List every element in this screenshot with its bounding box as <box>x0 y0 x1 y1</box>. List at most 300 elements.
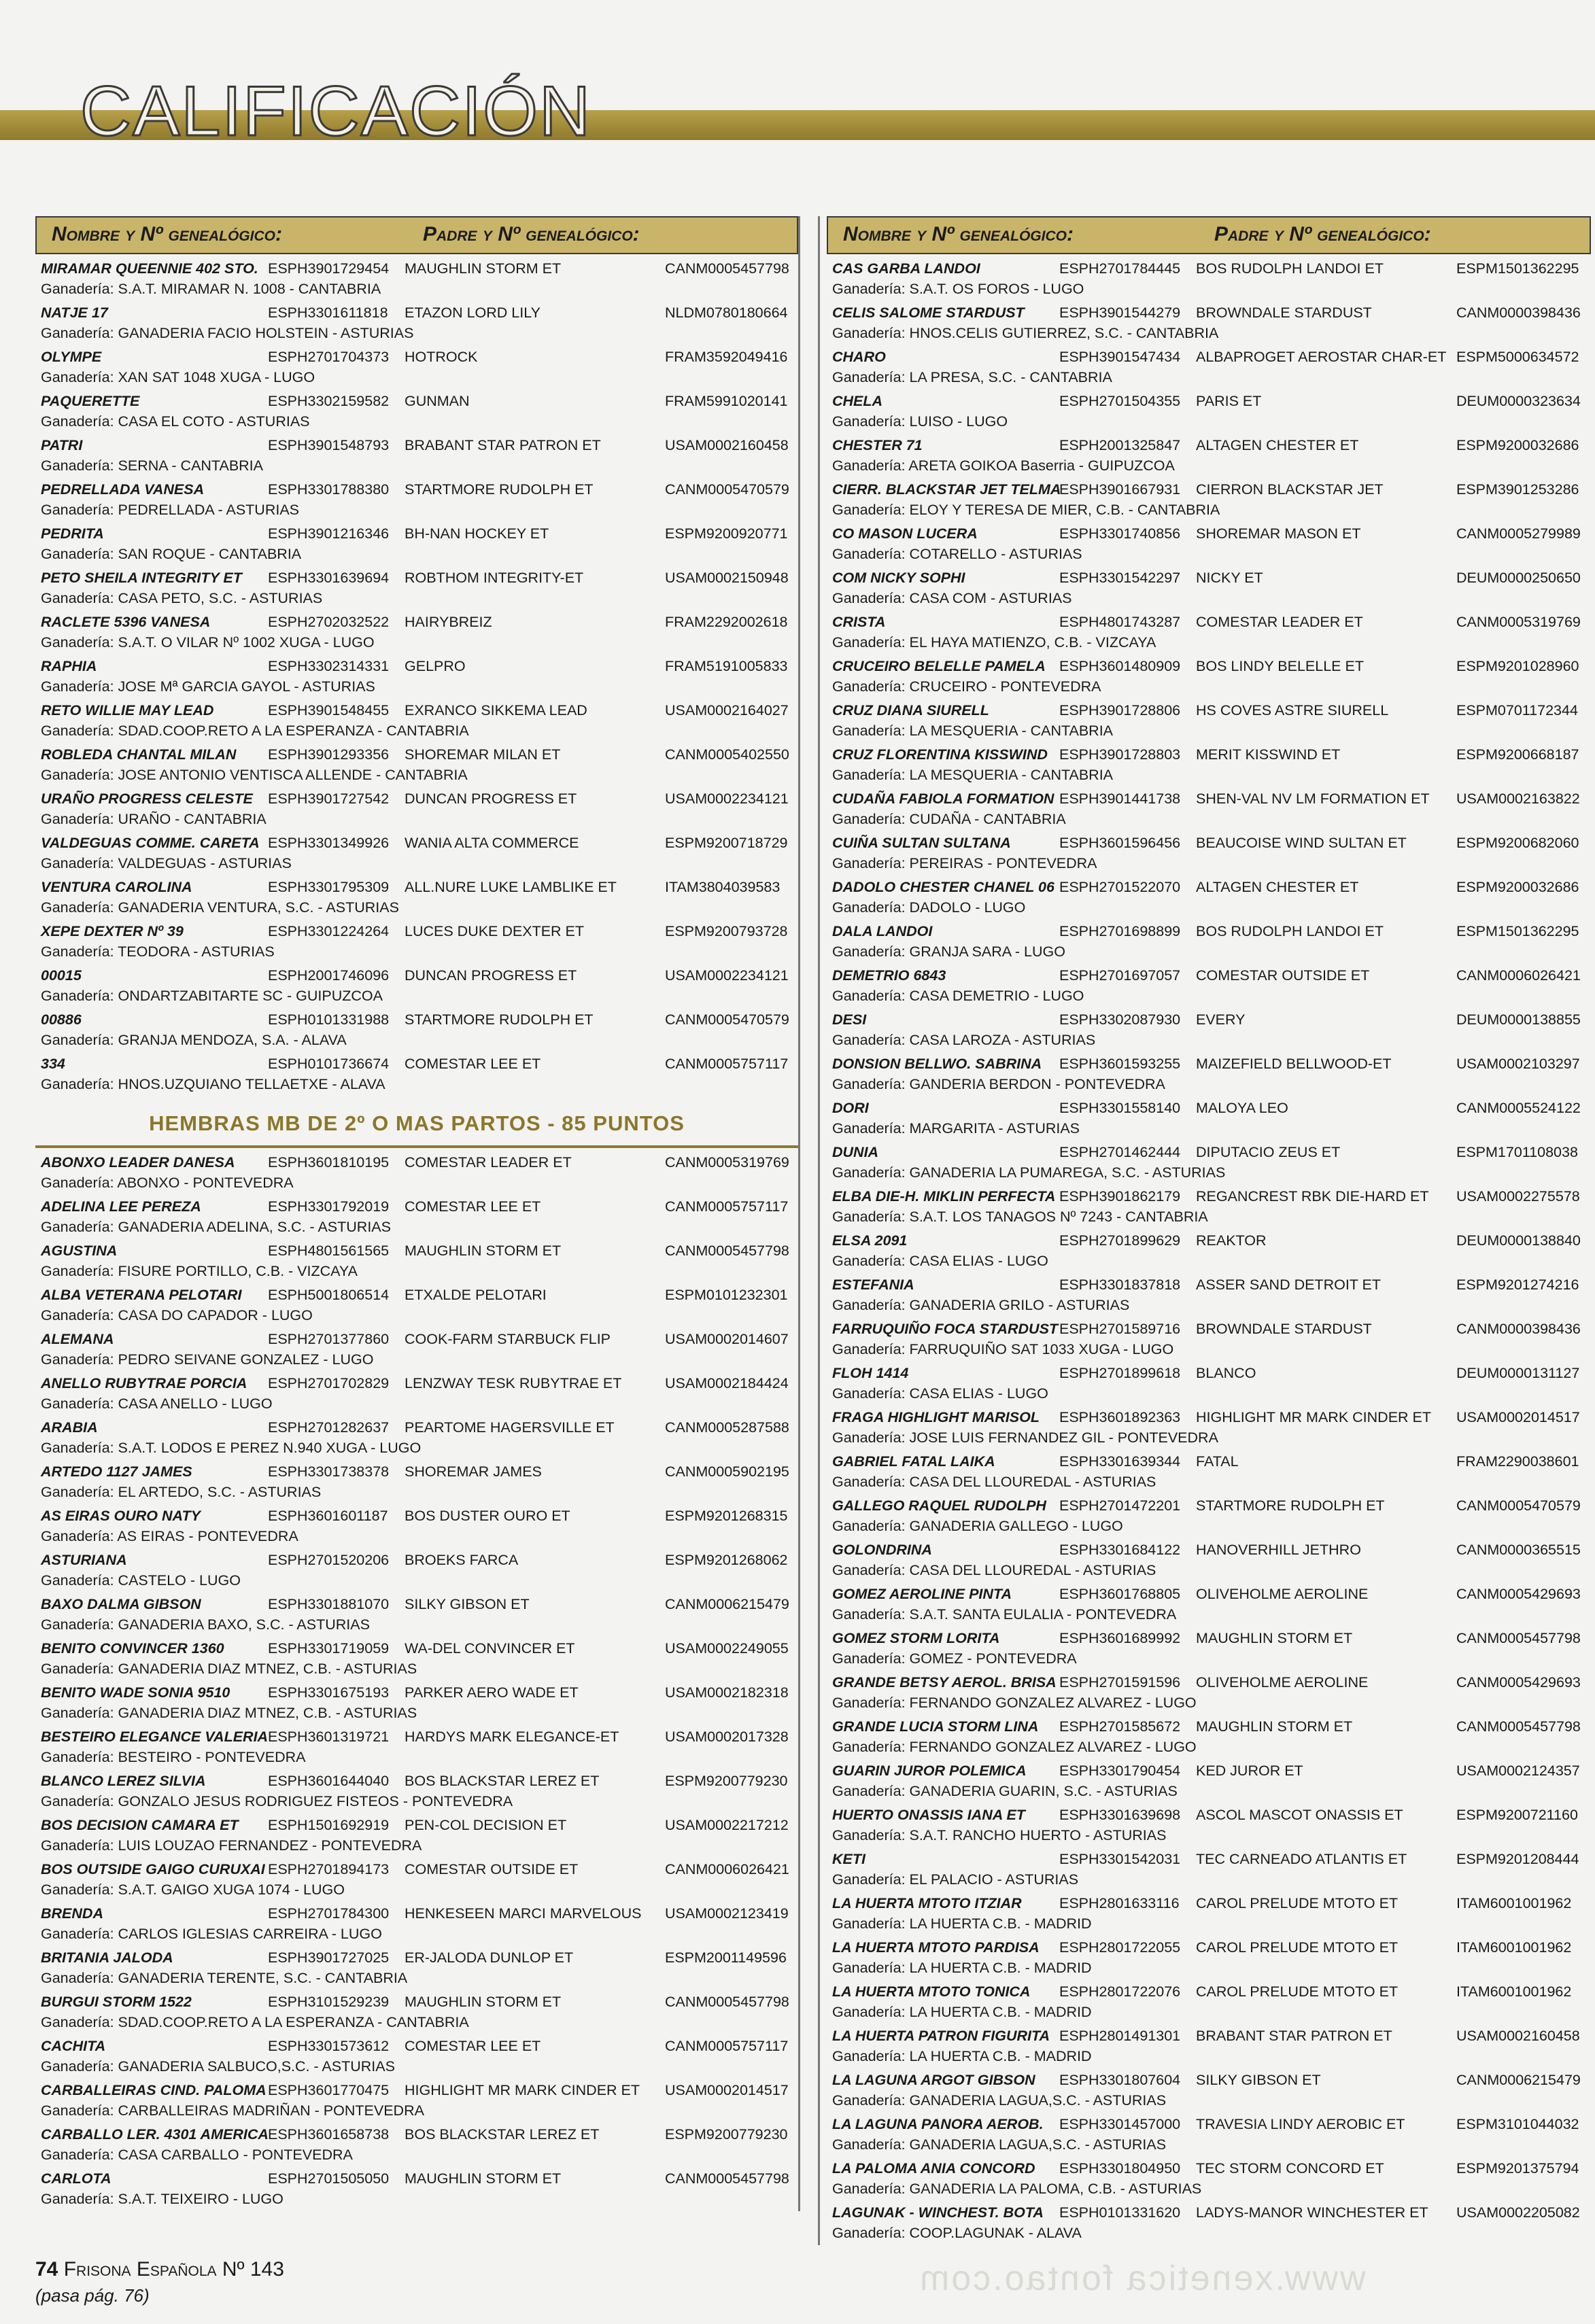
animal-reg-number: ESPH3301738378 <box>268 1463 390 1480</box>
animal-name: 00015 <box>41 967 82 984</box>
animal-entry <box>827 2157 1591 2201</box>
animal-entry <box>827 566 1591 610</box>
sire-code: ESPM9200920771 <box>665 525 788 542</box>
animal-reg-number: ESPH3901293356 <box>268 746 390 763</box>
ganaderia-line: Ganadería: FERNANDO GONZALEZ ALVAREZ - LUGO <box>832 1739 1197 1755</box>
sire-name: HANOVERHILL JETHRO <box>1196 1542 1361 1558</box>
sire-name: REAKTOR <box>1196 1232 1267 1249</box>
ganaderia-line: Ganadería: GRANJA SARA - LUGO <box>832 943 1065 960</box>
animal-entry <box>35 1195 798 1239</box>
sire-code: ESPM9200718729 <box>665 835 788 851</box>
ganaderia-line: Ganadería: CASA ELIAS - LUGO <box>832 1385 1048 1402</box>
sire-code: ESPM9200793728 <box>665 923 788 939</box>
animal-entry <box>35 920 798 964</box>
animal-entry <box>35 1681 798 1725</box>
animal-reg-number: ESPH3301639694 <box>268 570 390 586</box>
animal-name: CAS GARBA LANDOI <box>832 260 980 277</box>
sire-name: SILKY GIBSON ET <box>1196 2072 1321 2088</box>
sire-name: LENZWAY TESK RUBYTRAE ET <box>405 1375 622 1391</box>
sire-code: USAM0002014607 <box>665 1331 789 1347</box>
animal-entry <box>827 257 1591 301</box>
sire-name: ALBAPROGET AEROSTAR CHAR-ET <box>1196 349 1447 365</box>
ganaderia-line: Ganadería: EL PALACIO - ASTURIAS <box>832 1871 1079 1888</box>
animal-name: DONSION BELLWO. SABRINA <box>832 1056 1042 1072</box>
animal-name: GALLEGO RAQUEL RUDOLPH <box>832 1497 1046 1514</box>
animal-name: FRAGA HIGHLIGHT MARISOL <box>832 1409 1040 1425</box>
sire-code: USAM0002205082 <box>1456 2204 1580 2221</box>
sire-code: ESPM9200682060 <box>1456 835 1579 851</box>
sire-code: ESPM9201274216 <box>1456 1277 1579 1293</box>
sire-code: ESPM9201208444 <box>1456 1851 1579 1867</box>
ganaderia-line: Ganadería: CASTELO - LUGO <box>41 1572 241 1589</box>
sire-name: BROWNDALE STARDUST <box>1196 305 1372 321</box>
animal-reg-number: ESPH2701698899 <box>1059 923 1181 939</box>
ganaderia-line: Ganadería: ONDARTZABITARTE SC - GUIPUZCOA <box>41 988 383 1004</box>
sire-name: TRAVESIA LINDY AEROBIC ET <box>1196 2116 1405 2132</box>
sire-code: USAM0002014517 <box>665 2082 789 2098</box>
animal-entry <box>827 875 1591 920</box>
sire-code: ESPM9200779230 <box>665 2126 788 2143</box>
animal-reg-number: ESPH2701697057 <box>1059 967 1181 984</box>
animal-entry <box>35 610 798 655</box>
animal-name: FARRUQUIÑO FOCA STARDUST <box>832 1321 1059 1337</box>
sire-code: ESPM1701108038 <box>1456 1144 1578 1160</box>
sire-name: TEC CARNEADO ATLANTIS ET <box>1196 1851 1407 1867</box>
animal-name: GOMEZ AEROLINE PINTA <box>832 1586 1012 1602</box>
sire-code: ESPM1501362295 <box>1456 923 1579 939</box>
sire-code: ESPM2001149596 <box>665 1949 787 1966</box>
animal-name: BLANCO LEREZ SILVIA <box>41 1773 206 1789</box>
animal-reg-number: ESPH3301349926 <box>268 835 390 851</box>
animal-reg-number: ESPH3301611818 <box>268 305 388 321</box>
animal-name: PATRI <box>41 437 83 453</box>
sire-code: USAM0002234121 <box>665 791 789 807</box>
ganaderia-line: Ganadería: LA HUERTA C.B. - MADRID <box>832 1915 1092 1932</box>
animal-entry <box>827 1980 1591 2024</box>
ganaderia-line: Ganadería: S.A.T. GAIGO XUGA 1074 - LUGO <box>41 1881 345 1898</box>
sire-code: CANM0005402550 <box>665 746 789 763</box>
animal-reg-number: ESPH3601644040 <box>268 1773 390 1789</box>
ganaderia-line: Ganadería: FARRUQUIÑO SAT 1033 XUGA - LUGO <box>832 1341 1174 1357</box>
sire-name: SILKY GIBSON ET <box>405 1596 530 1612</box>
sire-name: KED JUROR ET <box>1196 1763 1303 1779</box>
animal-name: BENITO WADE SONIA 9510 <box>41 1684 230 1701</box>
ganaderia-line: Ganadería: GANADERIA TERENTE, S.C. - CANTABRIA <box>41 1970 408 1986</box>
ganaderia-line: Ganadería: CASA ANELLO - LUGO <box>41 1395 273 1412</box>
animal-reg-number: ESPH2801722055 <box>1059 1939 1181 1956</box>
animal-entry <box>35 875 798 920</box>
sire-code: USAM0002160458 <box>1456 2028 1580 2044</box>
sire-code: CANM0005457798 <box>665 1994 789 2010</box>
animal-reg-number: ESPH4801561565 <box>268 1243 390 1259</box>
ganaderia-line: Ganadería: GANADERIA ADELINA, S.C. - ASTURIAS <box>41 1219 391 1235</box>
sire-code: ITAM6001001962 <box>1456 1983 1572 2000</box>
header-sire-label: Padre y Nº genealógico: <box>423 223 640 245</box>
ganaderia-line: Ganadería: PEDRELLADA - ASTURIAS <box>41 502 299 518</box>
animal-name: GRANDE BETSY AEROL. BRISA <box>832 1674 1057 1690</box>
sire-code: ESPM9201268062 <box>665 1552 788 1568</box>
animal-entry <box>35 1769 798 1814</box>
animal-name: DORI <box>832 1100 869 1116</box>
animal-name: LA LAGUNA ARGOT GIBSON <box>832 2072 1035 2088</box>
ganaderia-line: Ganadería: SDAD.COOP.RETO A LA ESPERANZA - CANTABRIA <box>41 723 469 739</box>
sire-code: CANM0005279989 <box>1456 525 1581 542</box>
sire-name: GELPRO <box>405 658 466 674</box>
sire-code: CANM0005757117 <box>665 1056 789 1072</box>
sire-code: CANM0005457798 <box>665 1243 789 1259</box>
sire-code: USAM0002103297 <box>1456 1056 1580 1072</box>
animal-entry <box>827 1848 1591 1892</box>
sire-code: USAM0002234121 <box>665 967 789 984</box>
ganaderia-line: Ganadería: DADOLO - LUGO <box>832 899 1026 916</box>
ganaderia-line: Ganadería: GANADERIA BAXO, S.C. - ASTURIAS <box>41 1616 370 1633</box>
animal-reg-number: ESPH3301639698 <box>1059 1807 1181 1823</box>
ganaderia-line: Ganadería: BESTEIRO - PONTEVEDRA <box>41 1749 306 1765</box>
sire-code: ESPM0101232301 <box>665 1287 788 1303</box>
ganaderia-line: Ganadería: HNOS.CELIS GUTIERREZ, S.C. - CANTABRIA <box>832 325 1219 341</box>
animal-name: HUERTO ONASSIS IANA ET <box>832 1807 1025 1823</box>
right-entries-list <box>827 257 1591 2245</box>
animal-name: BAXO DALMA GIBSON <box>41 1596 201 1612</box>
sire-code: CANM0000365515 <box>1456 1542 1581 1558</box>
left-column-header <box>35 216 798 254</box>
animal-reg-number: ESPH3601689992 <box>1059 1630 1181 1646</box>
sire-name: COMESTAR LEADER ET <box>1196 614 1363 630</box>
ganaderia-line: Ganadería: GANDERIA BERDON - PONTEVEDRA <box>832 1076 1165 1092</box>
animal-name: CO MASON LUCERA <box>832 525 978 542</box>
sire-code: CANM0005470579 <box>1456 1497 1581 1514</box>
sire-name: MAUGHLIN STORM ET <box>405 1243 562 1259</box>
sire-name: BEAUCOISE WIND SULTAN ET <box>1196 835 1407 851</box>
animal-name: BESTEIRO ELEGANCE VALERIA <box>41 1729 269 1745</box>
animal-entry <box>35 1328 798 1372</box>
sire-name: SHEN-VAL NV LM FORMATION ET <box>1196 791 1430 807</box>
sire-name: ALTAGEN CHESTER ET <box>1196 437 1359 453</box>
animal-reg-number: ESPH3601593255 <box>1059 1056 1181 1072</box>
animal-entry <box>35 1460 798 1504</box>
animal-entry <box>827 522 1591 566</box>
sire-code: CANM0005457798 <box>665 2170 789 2187</box>
animal-entry <box>35 1593 798 1637</box>
ganaderia-line: Ganadería: GANADERIA DIAZ MTNEZ, C.B. - ASTURIAS <box>41 1705 417 1721</box>
ganaderia-line: Ganadería: S.A.T. TEIXEIRO - LUGO <box>41 2191 284 2207</box>
ganaderia-line: Ganadería: FISURE PORTILLO, C.B. - VIZCAYA <box>41 1263 358 1279</box>
animal-name: CHELA <box>832 393 883 409</box>
animal-name: XEPE DEXTER Nº 39 <box>41 923 184 939</box>
animal-reg-number: ESPH2701504355 <box>1059 393 1181 409</box>
animal-reg-number: ESPH2801633116 <box>1059 1895 1180 1911</box>
sire-name: BROWNDALE STARDUST <box>1196 1321 1372 1337</box>
animal-reg-number: ESPH3601768805 <box>1059 1586 1181 1602</box>
animal-entry <box>827 831 1591 875</box>
sire-code: DEUM0000323634 <box>1456 393 1581 409</box>
animal-reg-number: ESPH3301542297 <box>1059 570 1181 586</box>
animal-name: VALDEGUAS COMME. CARETA <box>41 835 260 851</box>
sire-name: MAUGHLIN STORM ET <box>1196 1718 1353 1735</box>
animal-entry <box>35 257 798 301</box>
animal-reg-number: ESPH3601319721 <box>268 1729 390 1745</box>
animal-entry <box>35 1858 798 1902</box>
animal-name: GOMEZ STORM LORITA <box>832 1630 1000 1646</box>
animal-name: CHARO <box>832 349 886 365</box>
animal-entry <box>827 389 1591 434</box>
animal-entry <box>827 1936 1591 1980</box>
animal-entry <box>35 787 798 831</box>
animal-name: ARABIA <box>41 1419 98 1436</box>
animal-reg-number: ESPH2701784445 <box>1059 260 1181 277</box>
animal-entry <box>35 1283 798 1328</box>
sire-code: CANM0005319769 <box>665 1154 789 1170</box>
sire-code: USAM0002123419 <box>665 1905 789 1922</box>
animal-entry <box>827 1715 1591 1759</box>
sire-name: BLANCO <box>1196 1365 1256 1381</box>
animal-reg-number: ESPH0101331620 <box>1059 2204 1181 2221</box>
animal-name: KETI <box>832 1851 865 1867</box>
ganaderia-line: Ganadería: ARETA GOIKOA Baserria - GUIPUZCOA <box>832 457 1175 474</box>
animal-name: BOS OUTSIDE GAIGO CURUXAI <box>41 1861 265 1877</box>
animal-entry <box>35 301 798 345</box>
ganaderia-line: Ganadería: GONZALO JESUS RODRIGUEZ FISTEOS - PONTEVEDRA <box>41 1793 513 1809</box>
sire-code: NLDM0780180664 <box>665 305 788 321</box>
sire-name: COMESTAR LEE ET <box>405 2038 541 2054</box>
animal-name: GRANDE LUCIA STORM LINA <box>832 1718 1039 1735</box>
ganaderia-line: Ganadería: GANADERIA LAGUA,S.C. - ASTURIAS <box>832 2092 1167 2109</box>
sire-name: STARTMORE RUDOLPH ET <box>405 1011 594 1028</box>
animal-entry <box>35 2123 798 2167</box>
sire-code: FRAM5191005833 <box>665 658 788 674</box>
animal-name: LA HUERTA MTOTO ITZIAR <box>832 1895 1022 1911</box>
animal-name: ARTEDO 1127 JAMES <box>41 1463 192 1480</box>
ganaderia-line: Ganadería: VALDEGUAS - ASTURIAS <box>41 855 292 871</box>
sire-code: ESPM9200668187 <box>1456 746 1579 763</box>
sire-name: BOS BLACKSTAR LEREZ ET <box>405 2126 600 2143</box>
animal-entry <box>35 699 798 743</box>
sire-code: USAM0002249055 <box>665 1640 789 1657</box>
animal-reg-number: ESPH3302087930 <box>1059 1011 1181 1028</box>
ganaderia-line: Ganadería: CUDAÑA - CANTABRIA <box>832 811 1066 827</box>
animal-name: RACLETE 5396 VANESA <box>41 614 211 630</box>
ganaderia-line: Ganadería: ELOY Y TERESA DE MIER, C.B. - CANTABRIA <box>832 502 1220 518</box>
animal-name: BURGUI STORM 1522 <box>41 1994 192 2010</box>
animal-name: PEDRELLADA VANESA <box>41 481 205 498</box>
left-entries-list-2 <box>35 1151 798 2211</box>
animal-reg-number: ESPH3601810195 <box>268 1154 390 1170</box>
sire-code: USAM0002164027 <box>665 702 789 718</box>
sire-code: CANM0006026421 <box>1456 967 1581 984</box>
ganaderia-line: Ganadería: JOSE LUIS FERNANDEZ GIL - PONTEVEDRA <box>832 1429 1218 1446</box>
ganaderia-line: Ganadería: S.A.T. O VILAR Nº 1002 XUGA - LUGO <box>41 634 375 651</box>
sire-code: ESPM9201375794 <box>1456 2160 1579 2176</box>
ganaderia-line: Ganadería: LA MESQUERIA - CANTABRIA <box>832 767 1114 783</box>
sire-code: FRAM2292002618 <box>665 614 788 630</box>
animal-reg-number: ESPH2701899629 <box>1059 1232 1181 1249</box>
animal-reg-number: ESPH3901441738 <box>1059 791 1181 807</box>
animal-name: VENTURA CAROLINA <box>41 879 192 895</box>
animal-reg-number: ESPH3302314331 <box>268 658 390 674</box>
sire-name: HARDYS MARK ELEGANCE-ET <box>405 1729 619 1745</box>
sire-name: EVERY <box>1196 1011 1246 1028</box>
animal-reg-number: ESPH5001806514 <box>268 1287 390 1303</box>
ganaderia-line: Ganadería: S.A.T. OS FOROS - LUGO <box>832 281 1084 297</box>
sire-name: HAIRYBREIZ <box>405 614 492 630</box>
animal-name: CACHITA <box>41 2038 106 2054</box>
sire-name: NICKY ET <box>1196 570 1263 586</box>
sire-name: LADYS-MANOR WINCHESTER ET <box>1196 2204 1428 2221</box>
sire-name: BH-NAN HOCKEY ET <box>405 525 549 542</box>
animal-reg-number: ESPH2701704373 <box>268 349 390 365</box>
sire-code: CANM0005457798 <box>1456 1718 1581 1735</box>
section-title <box>35 1102 798 1148</box>
sire-code: ESPM9201028960 <box>1456 658 1579 674</box>
sire-name: ETAZON LORD LILY <box>405 305 541 321</box>
ganaderia-line: Ganadería: S.A.T. RANCHO HUERTO - ASTURIAS <box>832 1827 1167 1843</box>
animal-name: CUIÑA SULTAN SULTANA <box>832 835 1011 851</box>
watermark-url: www.xenetica fontao.com <box>918 2259 1366 2298</box>
animal-reg-number: ESPH3901544279 <box>1059 305 1181 321</box>
ganaderia-line: Ganadería: CASA EL COTO - ASTURIAS <box>41 413 310 430</box>
animal-reg-number: ESPH3601658738 <box>268 2126 390 2143</box>
sire-code: CANM0005429693 <box>1456 1586 1581 1602</box>
animal-reg-number: ESPH1501692919 <box>268 1817 390 1833</box>
sire-name: PARIS ET <box>1196 393 1262 409</box>
animal-entry <box>827 434 1591 478</box>
animal-reg-number: ESPH3301790454 <box>1059 1763 1181 1779</box>
animal-reg-number: ESPH3301457000 <box>1059 2116 1181 2132</box>
sire-name: WANIA ALTA COMMERCE <box>405 835 579 851</box>
sire-name: OLIVEHOLME AEROLINE <box>1196 1674 1369 1690</box>
animal-entry <box>827 345 1591 389</box>
ganaderia-line: Ganadería: CARBALLEIRAS MADRIÑAN - PONTEVEDRA <box>41 2102 424 2119</box>
sire-name: HIGHLIGHT MR MARK CINDER ET <box>1196 1409 1432 1425</box>
sire-name: SHOREMAR MILAN ET <box>405 746 561 763</box>
animal-reg-number: ESPH3301639344 <box>1059 1453 1181 1470</box>
animal-reg-number: ESPH3301684122 <box>1059 1542 1181 1558</box>
animal-name: ELSA 2091 <box>832 1232 908 1249</box>
magazine-name: Frisona Española Nº 143 <box>63 2258 284 2280</box>
animal-name: AS EIRAS OURO NATY <box>41 1508 201 1524</box>
animal-reg-number: ESPH3301542031 <box>1059 1851 1181 1867</box>
animal-reg-number: ESPH3601892363 <box>1059 1409 1181 1425</box>
animal-entry <box>35 655 798 699</box>
animal-name: NATJE 17 <box>41 305 108 321</box>
animal-name: CIERR. BLACKSTAR JET TELMA <box>832 481 1061 498</box>
sire-name: DUNCAN PROGRESS ET <box>405 967 577 984</box>
sire-code: CANM0005457798 <box>665 260 789 277</box>
ganaderia-line: Ganadería: CARLOS IGLESIAS CARREIRA - LUGO <box>41 1926 382 1942</box>
sire-name: TEC STORM CONCORD ET <box>1196 2160 1384 2176</box>
sire-name: MALOYA LEO <box>1196 1100 1288 1116</box>
sire-name: COMESTAR LEE ET <box>405 1198 541 1215</box>
sire-name: ROBTHOM INTEGRITY-ET <box>405 570 584 586</box>
animal-reg-number: ESPH2001746096 <box>268 967 390 984</box>
ganaderia-line: Ganadería: SERNA - CANTABRIA <box>41 457 263 474</box>
sire-name: PEARTOME HAGERSVILLE ET <box>405 1419 615 1436</box>
animal-reg-number: ESPH3301792019 <box>268 1198 390 1215</box>
ganaderia-line: Ganadería: CRUCEIRO - PONTEVEDRA <box>832 678 1101 695</box>
animal-name: CARLOTA <box>41 2170 112 2187</box>
animal-reg-number: ESPH3901547434 <box>1059 349 1181 365</box>
sire-name: ALTAGEN CHESTER ET <box>1196 879 1359 895</box>
animal-entry <box>827 2201 1591 2245</box>
ganaderia-line: Ganadería: COOP.LAGUNAK - ALAVA <box>832 2225 1082 2241</box>
page-title: CALIFICACIÓN <box>80 72 592 151</box>
animal-name: GABRIEL FATAL LAIKA <box>832 1453 995 1470</box>
sire-name: CAROL PRELUDE MTOTO ET <box>1196 1939 1399 1956</box>
sire-code: FRAM3592049416 <box>665 349 788 365</box>
sire-name: OLIVEHOLME AEROLINE <box>1196 1586 1369 1602</box>
animal-name: FLOH 1414 <box>832 1365 909 1381</box>
sire-name: COMESTAR LEADER ET <box>405 1154 572 1170</box>
sire-name: HOTROCK <box>405 349 478 365</box>
animal-reg-number: ESPH3901548793 <box>268 437 390 453</box>
animal-reg-number: ESPH3901728806 <box>1059 702 1181 718</box>
animal-name: CARBALLEIRAS CIND. PALOMA <box>41 2082 267 2098</box>
sire-code: CANM0005757117 <box>665 1198 789 1215</box>
animal-entry <box>35 1990 798 2034</box>
animal-entry <box>35 831 798 875</box>
animal-reg-number: ESPH3301807604 <box>1059 2072 1181 2088</box>
sire-code: DEUM0000138855 <box>1456 1011 1581 1028</box>
ganaderia-line: Ganadería: GANADERIA FACIO HOLSTEIN - ASTURIAS <box>41 325 414 341</box>
sire-code: CANM0005319769 <box>1456 614 1581 630</box>
animal-reg-number: ESPH2701520206 <box>268 1552 390 1568</box>
ganaderia-line: Ganadería: XAN SAT 1048 XUGA - LUGO <box>41 369 315 385</box>
sire-name: FATAL <box>1196 1453 1239 1470</box>
animal-entry <box>827 1229 1591 1273</box>
sire-name: PARKER AERO WADE ET <box>405 1684 579 1701</box>
ganaderia-line: Ganadería: GANADERIA LA PUMAREGA, S.C. - ASTURIAS <box>832 1164 1226 1181</box>
sire-name: GUNMAN <box>405 393 470 409</box>
animal-name: CRISTA <box>832 614 886 630</box>
animal-reg-number: ESPH2701377860 <box>268 1331 390 1347</box>
animal-reg-number: ESPH3301719059 <box>268 1640 390 1657</box>
animal-entry <box>827 1892 1591 1936</box>
animal-entry <box>827 1582 1591 1627</box>
animal-name: RAPHIA <box>41 658 97 674</box>
ganaderia-line: Ganadería: CASA ELIAS - LUGO <box>832 1253 1048 1269</box>
animal-reg-number: ESPH2701462444 <box>1059 1144 1181 1160</box>
animal-name: 00886 <box>41 1011 82 1028</box>
animal-reg-number: ESPH2701505050 <box>268 2170 390 2187</box>
animal-entry <box>827 1759 1591 1803</box>
animal-entry <box>35 389 798 434</box>
animal-reg-number: ESPH2701589716 <box>1059 1321 1181 1337</box>
animal-name: DUNIA <box>832 1144 879 1160</box>
animal-name: BRENDA <box>41 1905 103 1922</box>
ganaderia-line: Ganadería: LA HUERTA C.B. - MADRID <box>832 1960 1092 1976</box>
ganaderia-line: Ganadería: S.A.T. SANTA EULALIA - PONTEVEDRA <box>832 1606 1177 1623</box>
ganaderia-line: Ganadería: GANADERIA LA PALOMA, C.B. - ASTURIAS <box>832 2181 1202 2197</box>
ganaderia-line: Ganadería: MARGARITA - ASTURIAS <box>832 1120 1080 1137</box>
ganaderia-line: Ganadería: CASA PETO, S.C. - ASTURIAS <box>41 590 323 606</box>
sire-code: DEUM0000138840 <box>1456 1232 1581 1249</box>
animal-entry <box>827 610 1591 655</box>
animal-reg-number: ESPH3901727542 <box>268 791 390 807</box>
header-name-label: Nombre y Nº genealógico: <box>52 223 282 245</box>
sire-name: MERIT KISSWIND ET <box>1196 746 1341 763</box>
animal-entry <box>827 2068 1591 2113</box>
sire-code: USAM0002217212 <box>665 1817 789 1833</box>
sire-name: ER-JALODA DUNLOP ET <box>405 1949 574 1966</box>
sire-code: USAM0002150948 <box>665 570 789 586</box>
animal-entry <box>827 743 1591 787</box>
sire-code: CANM0005757117 <box>665 2038 789 2054</box>
animal-entry <box>827 2113 1591 2157</box>
animal-entry <box>827 1450 1591 1494</box>
sire-name: COOK-FARM STARBUCK FLIP <box>405 1331 611 1347</box>
animal-name: COM NICKY SOPHI <box>832 570 965 586</box>
sire-code: CANM0006215479 <box>665 1596 789 1612</box>
